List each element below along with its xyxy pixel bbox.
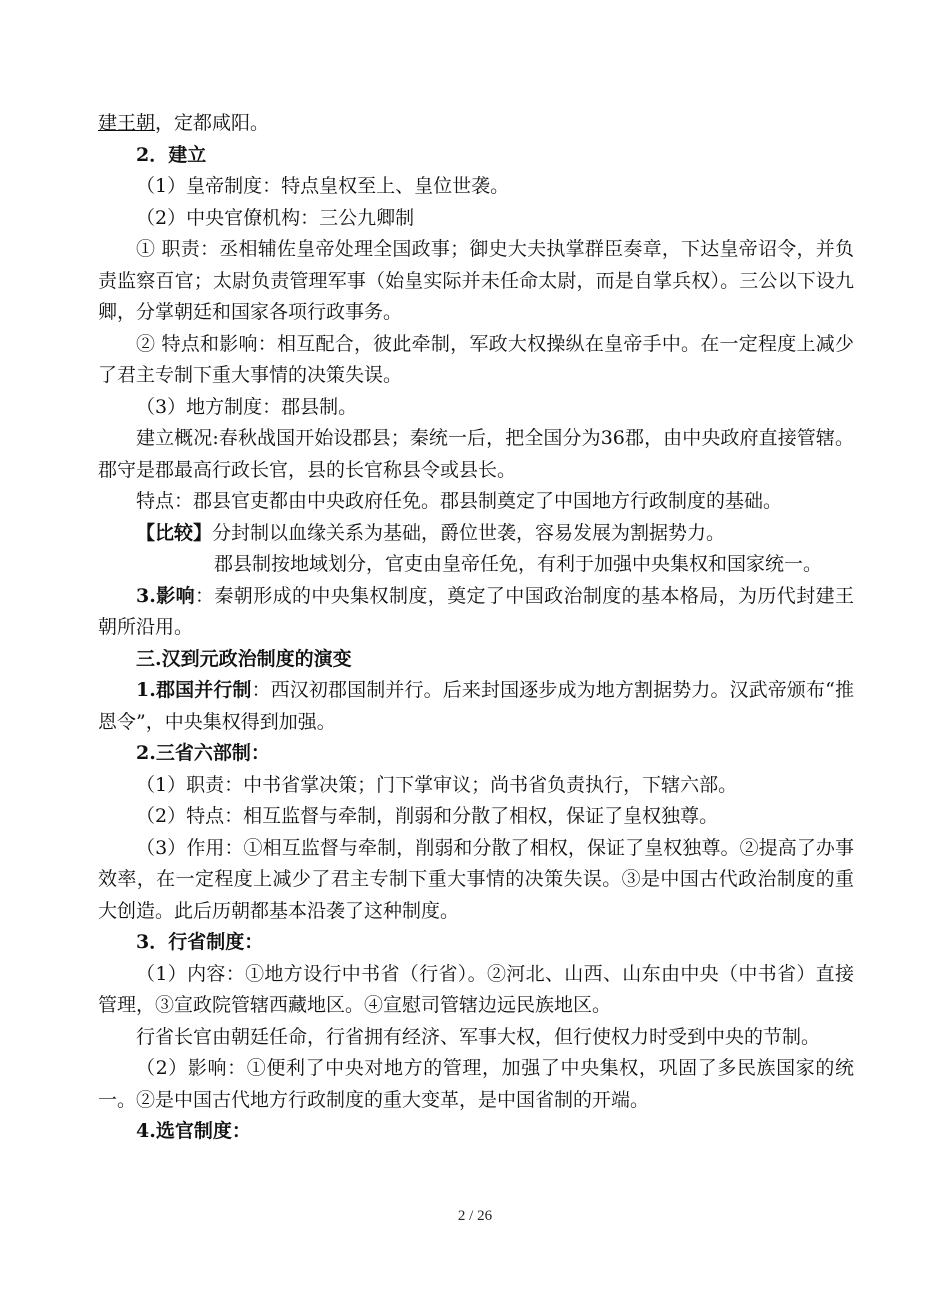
paragraph: 行省长官由朝廷任命，行省拥有经济、军事大权，但行使权力时受到中央的节制。 (136, 1025, 821, 1048)
section-heading: 2.三省六部制： (136, 742, 270, 764)
comparison-label: 【比较】 (136, 521, 213, 544)
page-content (98, 108, 854, 1148)
text-span: ：西汉初郡国制并行。后来封国逐步成为地方割据势力。汉武帝颁布“推恩令”，中央集权得到加强。 (98, 679, 854, 733)
text-line (98, 108, 854, 140)
paragraph: （3）作用：①相互监督与牵制，削弱和分散了相权，保证了皇权独尊。②提高了办事效率，在一定程度上减少了君主专制下重大事情的决策失误。③是中国古代政治制度的重大创造。此后历朝都基本沿袭了这种制度。 (98, 836, 854, 922)
paragraph: ② 特点和影响：相互配合，彼此牵制，军政大权操纵在皇帝手中。在一定程度上减少了君主专制下重大事情的决策失误。 (98, 332, 854, 386)
section-heading: 三.汉到元政治制度的演变 (136, 647, 352, 670)
paragraph: ① 职责：丞相辅佐皇帝处理全国政事；御史大夫执掌群臣奏章，下达皇帝诏令，并负责监察百官；太尉负责管理军事（始皇实际并未任命太尉，而是自掌兵权）。三公以下设九卿，分掌朝廷和国家各项行政事务。 (98, 238, 854, 323)
text-span: ，定都咸阳。 (155, 112, 270, 134)
comparison-paragraph-2: 郡县制按地域划分，官吏由皇帝任免，有利于加强中央集权和国家统一。 (214, 553, 823, 575)
section-heading: 2．建立 (136, 143, 207, 166)
paragraph: 特点：郡县官吏都由中央政府任免。郡县制奠定了中国地方行政制度的基础。 (136, 490, 783, 512)
comparison-text: 分封制以血缘关系为基础，爵位世袭，容易发展为割据势力。 (212, 521, 726, 544)
paragraph: （1）内容：①地方设行中书省（行省）。②河北、山西、山东由中央（中书省）直接管理，③宣政院管辖西藏地区。④宣慰司管辖边远民族地区。 (98, 962, 854, 1016)
paragraph: （1）皇帝制度：特点皇权至上、皇位世袭。 (136, 175, 510, 197)
paragraph: （2）中央官僚机构：三公九卿制 (136, 206, 415, 229)
paragraph (98, 675, 854, 738)
paragraph: （2）影响：①便利了中央对地方的管理，加强了中央集权，巩固了多民族国家的统一。②是中国古代地方行政制度的重大变革，是中国省制的开端。 (98, 1057, 854, 1111)
section-heading: 4.选官制度： (136, 1120, 251, 1142)
underlined-text: 建王朝 (98, 112, 156, 134)
page-number: 2 / 26 (457, 1208, 493, 1224)
paragraph: （1）职责：中书省掌决策；门下掌审议；尚书省负责执行，下辖六部。 (136, 773, 738, 796)
paragraph (98, 581, 854, 644)
comparison-paragraph (98, 518, 854, 550)
bold-label: 1.郡国并行制 (136, 679, 252, 701)
section-heading: 3．行省制度： (136, 931, 264, 953)
paragraph: （3）地方制度：郡县制。 (136, 395, 358, 418)
paragraph: （2）特点：相互监督与牵制，削弱和分散了相权，保证了皇权独尊。 (136, 805, 719, 827)
bold-label: 3.影响 (136, 584, 196, 607)
text-span: ：秦朝形成的中央集权制度，奠定了中国政治制度的基本格局，为历代封建王朝所沿用。 (98, 584, 854, 638)
paragraph: 建立概况:春秋战国开始设郡县；秦统一后，把全国分为36郡，由中央政府直接管辖。郡守是郡最高行政长官，县的长官称县令或县长。 (98, 427, 854, 481)
